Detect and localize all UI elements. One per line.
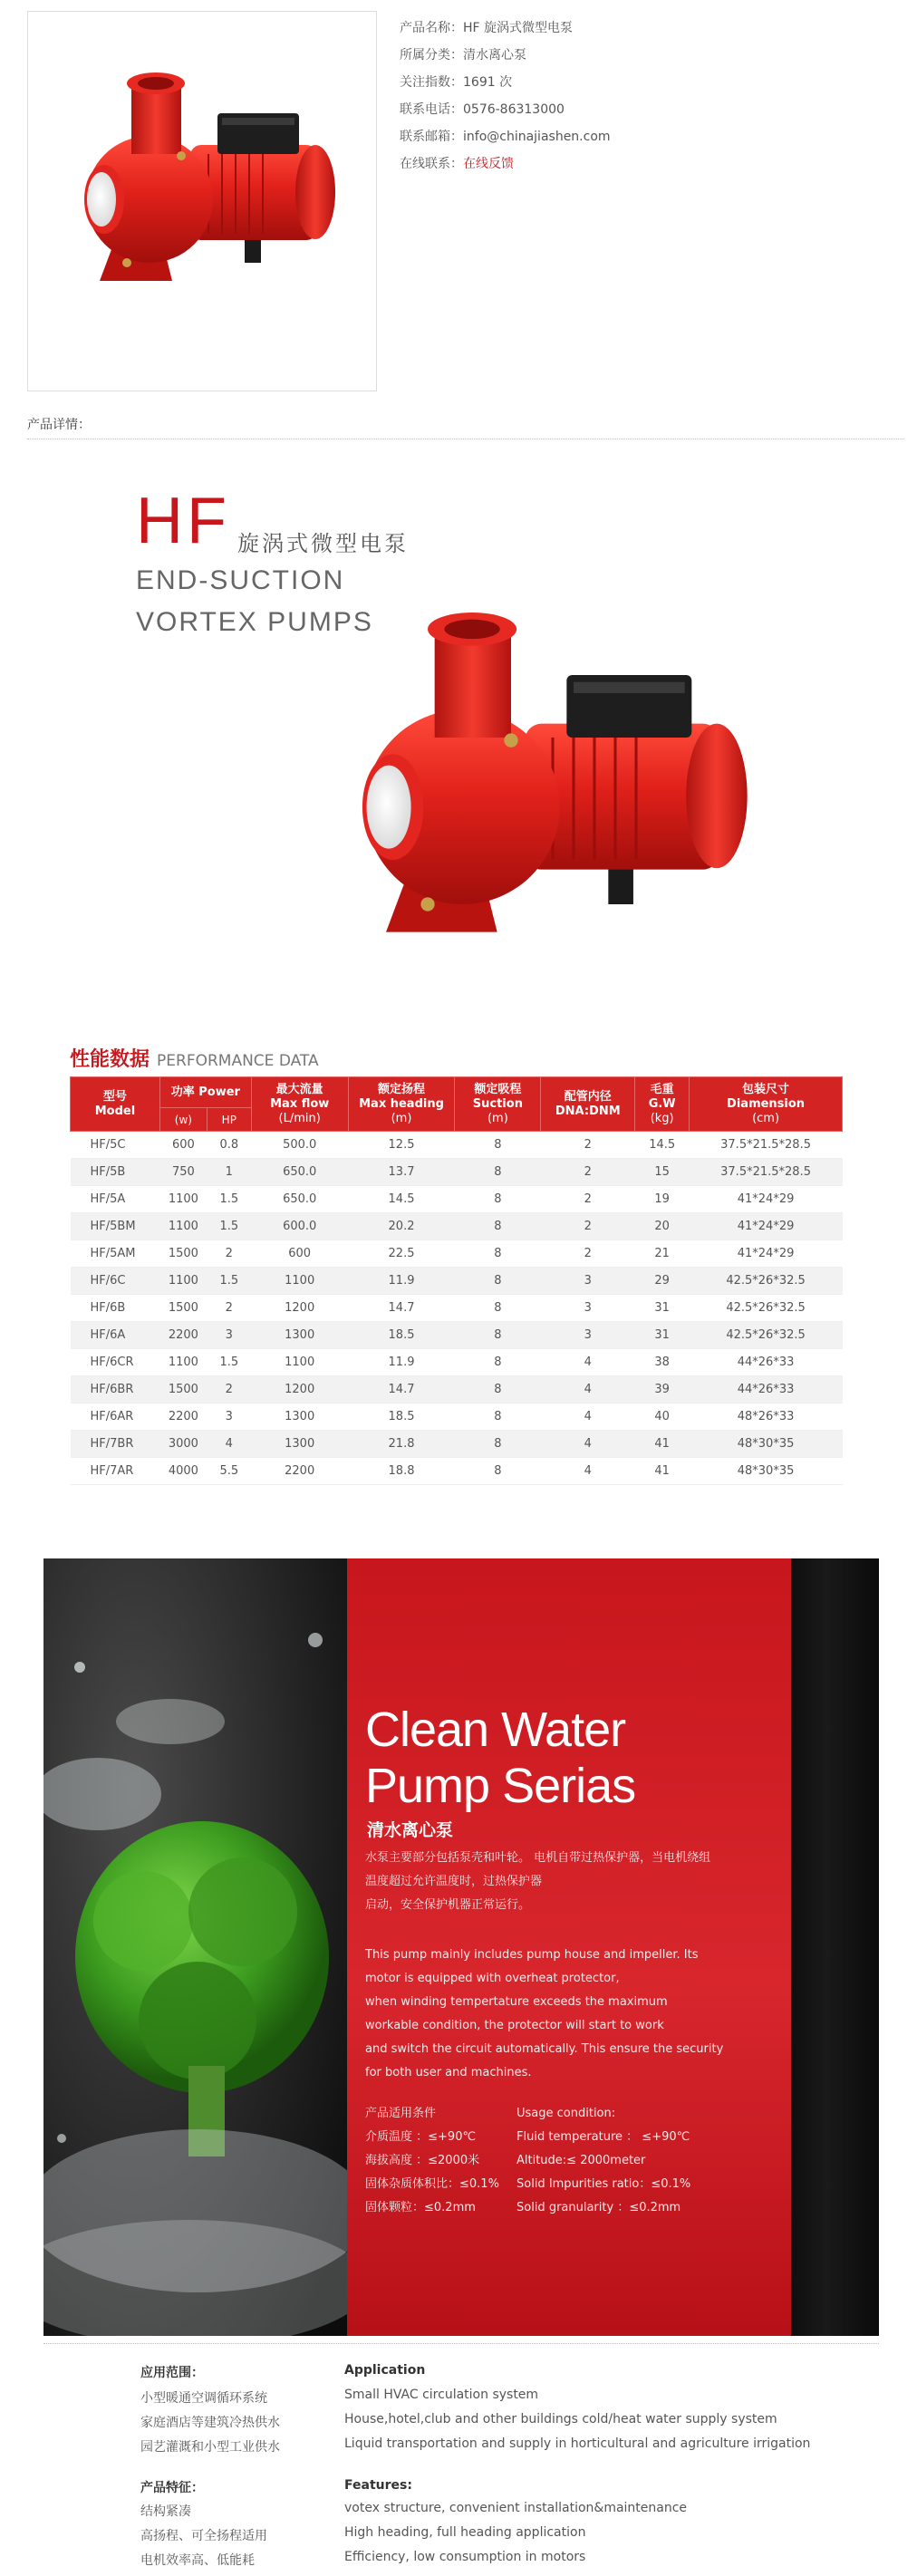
info-label: 关注指数： (400, 75, 463, 90)
application-cn (140, 2363, 280, 2460)
table-cell: 8 (455, 1404, 541, 1431)
col-head: 额定扬程 Max heading (m) (348, 1077, 455, 1132)
table-cell: 8 (455, 1240, 541, 1268)
table-cell: 31 (635, 1322, 690, 1349)
table-cell: 19 (635, 1186, 690, 1213)
table-cell: 2200 (159, 1322, 207, 1349)
features-cn-item: 结构紧凑 (140, 2504, 191, 2519)
table-cell: 8 (455, 1376, 541, 1404)
table-row (71, 1349, 843, 1376)
table-cell: 13.7 (348, 1159, 455, 1186)
col-suction: 额定吸程 Suction (m) (455, 1077, 541, 1132)
application-cn-item: 园艺灌溉和小型工业供水 (140, 2440, 280, 2455)
table-cell: 0.8 (207, 1132, 251, 1159)
table-cell: 44*26*33 (690, 1349, 843, 1376)
table-cell: 650.0 (251, 1186, 348, 1213)
col-flow: 最大流量 Max flow (L/min) (251, 1077, 348, 1132)
table-cell: HF/6AR (71, 1404, 160, 1431)
table-cell: 1.5 (207, 1349, 251, 1376)
table-cell: 44*26*33 (690, 1376, 843, 1404)
table-cell: 3 (541, 1322, 635, 1349)
info-label: 所属分类： (400, 48, 463, 63)
table-cell: 3 (541, 1268, 635, 1295)
table-cell: 1 (207, 1159, 251, 1186)
email-row (400, 123, 889, 150)
table-row (71, 1376, 843, 1404)
col-dimension: 包装尺寸 Diamension (cm) (690, 1077, 843, 1132)
table-cell: 3 (207, 1404, 251, 1431)
features-cn-item: 高扬程、可全扬程适用 (140, 2529, 267, 2543)
pump-image-thumbnail (72, 63, 344, 299)
performance-title (70, 1044, 319, 1072)
table-cell: 2200 (159, 1404, 207, 1431)
features-en-title: Features: (344, 2478, 412, 2493)
application-cn-item: 小型暖通空调循环系统 (140, 2391, 267, 2406)
table-cell: 20.2 (348, 1213, 455, 1240)
table-cell: 2 (207, 1240, 251, 1268)
table-cell: 3 (541, 1295, 635, 1322)
performance-table-body (71, 1132, 843, 1485)
table-cell: 8 (455, 1159, 541, 1186)
table-cell: 48*30*35 (690, 1458, 843, 1485)
clean-water-banner (43, 1558, 879, 2336)
banner-en-paragraph (365, 1944, 764, 2085)
features-en-item: Efficiency, low consumption in motors (344, 2550, 586, 2564)
table-cell: 2 (541, 1186, 635, 1213)
table-row (71, 1132, 843, 1159)
table-cell: 14.5 (348, 1186, 455, 1213)
product-name-row (400, 14, 889, 42)
table-cell: 14.7 (348, 1295, 455, 1322)
table-cell: 15 (635, 1159, 690, 1186)
table-cell: 41*24*29 (690, 1240, 843, 1268)
table-cell: 8 (455, 1268, 541, 1295)
info-label: 联系电话： (400, 102, 463, 117)
table-cell: 600.0 (251, 1213, 348, 1240)
table-row (71, 1213, 843, 1240)
features-cn (140, 2478, 267, 2573)
table-cell: 1100 (159, 1349, 207, 1376)
banner-cn-title: 清水离心泵 (367, 1820, 454, 1840)
application-en (344, 2363, 810, 2456)
en-para-line: for both user and machines. (365, 2066, 532, 2079)
features-cn-title: 产品特征： (140, 2481, 204, 2495)
table-cell: 39 (635, 1376, 690, 1404)
table-cell: 31 (635, 1295, 690, 1322)
application-cn-item: 家庭酒店等建筑冷热供水 (140, 2416, 280, 2430)
table-cell: 41*24*29 (690, 1186, 843, 1213)
table-row (71, 1240, 843, 1268)
col-weight: 毛重 G.W (kg) (635, 1077, 690, 1132)
product-details-label: 产品详情： (27, 418, 91, 432)
table-cell: 2 (207, 1295, 251, 1322)
table-cell: HF/5B (71, 1159, 160, 1186)
table-cell: 1.5 (207, 1186, 251, 1213)
table-cell: 42.5*26*32.5 (690, 1268, 843, 1295)
application-en-item: Small HVAC circulation system (344, 2388, 539, 2402)
en-para-line: when winding tempertature exceeds the maximum (365, 1995, 668, 2009)
feedback-link[interactable]: 在线反馈 (463, 157, 514, 171)
table-cell: 1300 (251, 1322, 348, 1349)
table-cell: 11.9 (348, 1349, 455, 1376)
banner-title-line1: Clean Water (365, 1703, 626, 1757)
table-cell: HF/6A (71, 1322, 160, 1349)
table-row (71, 1159, 843, 1186)
table-cell: 1100 (159, 1186, 207, 1213)
table-cell: 48*26*33 (690, 1404, 843, 1431)
table-cell: 18.5 (348, 1322, 455, 1349)
banner-title (365, 1702, 635, 1814)
table-cell: HF/5AM (71, 1240, 160, 1268)
table-cell: 4000 (159, 1458, 207, 1485)
table-cell: HF/5A (71, 1186, 160, 1213)
table-cell: 1500 (159, 1295, 207, 1322)
table-cell: 2200 (251, 1458, 348, 1485)
category-value: 清水离心泵 (463, 48, 526, 63)
en-para-line: This pump mainly includes pump house and impeller. Its (365, 1948, 699, 1962)
table-row (71, 1295, 843, 1322)
table-cell: 1300 (251, 1431, 348, 1458)
table-cell: 4 (541, 1404, 635, 1431)
cn-para-line: 启动，安全保护机器正常运行。 (365, 1898, 531, 1912)
table-cell: 8 (455, 1458, 541, 1485)
table-cell: 1500 (159, 1240, 207, 1268)
table-cell: 37.5*21.5*28.5 (690, 1132, 843, 1159)
table-cell: 41*24*29 (690, 1213, 843, 1240)
table-cell: 11.9 (348, 1268, 455, 1295)
views-value: 1691 次 (463, 75, 513, 90)
category-row (400, 42, 889, 69)
table-row (71, 1322, 843, 1349)
features-cn-item: 电机效率高、低能耗 (140, 2553, 255, 2568)
table-row (71, 1268, 843, 1295)
table-cell: 22.5 (348, 1240, 455, 1268)
condition-row: 产品适用条件 Usage condition: (365, 2107, 616, 2120)
table-row (71, 1431, 843, 1458)
table-cell: HF/6B (71, 1295, 160, 1322)
performance-title-en: PERFORMANCE DATA (157, 1052, 319, 1070)
phone-value: 0576-86313000 (463, 102, 565, 117)
table-cell: 18.5 (348, 1404, 455, 1431)
table-row (71, 1458, 843, 1485)
hero-en-line2: VORTEX PUMPS (136, 607, 373, 637)
table-cell: 1500 (159, 1376, 207, 1404)
table-cell: 14.7 (348, 1376, 455, 1404)
application-en-item: Liquid transportation and supply in horticultural and agriculture irrigation (344, 2436, 811, 2451)
col-model: 型号 Model (71, 1077, 160, 1132)
email-value: info@chinajiashen.com (463, 130, 611, 144)
table-cell: 5.5 (207, 1458, 251, 1485)
table-row (71, 1186, 843, 1213)
table-cell: HF/6C (71, 1268, 160, 1295)
broccoli-water-image (43, 1558, 347, 2336)
col-pipe: 配管内径 DNA:DNM (541, 1077, 635, 1132)
en-para-line: and switch the circuit automatically. This ensure the security (365, 2042, 724, 2056)
table-cell: 500.0 (251, 1132, 348, 1159)
table-cell: 29 (635, 1268, 690, 1295)
condition-row: 介质温度 ：≤+90℃ Fluid temperature ： ≤+90℃ (365, 2130, 690, 2144)
hero-cn-title: 旋涡式微型电泵 (237, 531, 409, 556)
table-cell: 4 (541, 1431, 635, 1458)
table-cell: 4 (541, 1349, 635, 1376)
table-cell: HF/7AR (71, 1458, 160, 1485)
table-cell: 1200 (251, 1295, 348, 1322)
hero-hf: HF (136, 485, 230, 557)
features-en-item: High heading, full heading application (344, 2525, 586, 2540)
table-cell: 2 (207, 1376, 251, 1404)
table-cell: 1100 (251, 1349, 348, 1376)
col-power-hp: HP (207, 1108, 251, 1132)
views-row (400, 69, 889, 96)
table-cell: HF/6BR (71, 1376, 160, 1404)
condition-row: 海拔高度 ：≤2000米 Altitude:≤ 2000meter (365, 2154, 646, 2167)
usage-conditions (365, 2102, 764, 2220)
table-cell: 1.5 (207, 1213, 251, 1240)
table-cell: 4 (541, 1458, 635, 1485)
table-cell: 650.0 (251, 1159, 348, 1186)
table-cell: HF/7BR (71, 1431, 160, 1458)
en-para-line: motor is equipped with overheat protector, (365, 1972, 620, 1985)
banner-title-line2: Pump Serias (365, 1759, 636, 1813)
table-cell: 20 (635, 1213, 690, 1240)
table-cell: 2 (541, 1240, 635, 1268)
table-cell: 1100 (159, 1213, 207, 1240)
performance-title-cn: 性能数据 (70, 1048, 150, 1071)
info-label: 在线联系： (400, 157, 463, 171)
table-cell: 8 (455, 1295, 541, 1322)
table-cell: 8 (455, 1186, 541, 1213)
table-cell: 3 (207, 1322, 251, 1349)
contact-row (400, 150, 889, 178)
table-cell: 48*30*35 (690, 1431, 843, 1458)
table-cell: 600 (251, 1240, 348, 1268)
col-power-w: (w) (159, 1108, 207, 1132)
performance-table (70, 1076, 843, 1485)
hero-en-title (136, 560, 373, 643)
table-cell: 8 (455, 1132, 541, 1159)
table-cell: 2 (541, 1213, 635, 1240)
table-cell: HF/6CR (71, 1349, 160, 1376)
table-cell: 2 (541, 1132, 635, 1159)
table-cell: 1100 (159, 1268, 207, 1295)
table-cell: 21 (635, 1240, 690, 1268)
table-cell: 4 (207, 1431, 251, 1458)
en-para-line: workable condition, the protector will start to work (365, 2019, 664, 2032)
product-name-value: HF 旋涡式微型电泵 (463, 21, 574, 35)
table-cell: HF/5C (71, 1132, 160, 1159)
features-en (344, 2478, 687, 2570)
condition-row: 固体颗粒：≤0.2mm Solid granularity ：≤0.2mm (365, 2201, 681, 2214)
table-cell: 2 (541, 1159, 635, 1186)
pump-image-large (344, 598, 761, 960)
table-cell: 21.8 (348, 1431, 455, 1458)
application-cn-title: 应用范围： (140, 2366, 204, 2380)
cn-para-line: 水泵主要部分包括泵壳和叶轮。 电机自带过热保护器，当电机绕组 (365, 1851, 711, 1865)
phone-row (400, 96, 889, 123)
table-cell: 14.5 (635, 1132, 690, 1159)
table-cell: 1.5 (207, 1268, 251, 1295)
table-cell: 3000 (159, 1431, 207, 1458)
table-cell: 38 (635, 1349, 690, 1376)
table-cell: 600 (159, 1132, 207, 1159)
table-cell: 41 (635, 1431, 690, 1458)
table-cell: 37.5*21.5*28.5 (690, 1159, 843, 1186)
table-cell: 750 (159, 1159, 207, 1186)
table-cell: 41 (635, 1458, 690, 1485)
table-cell: 8 (455, 1349, 541, 1376)
banner-cn-paragraph (365, 1847, 764, 1917)
divider (43, 2343, 879, 2344)
application-en-item: House,hotel,club and other buildings cold/heat water supply system (344, 2412, 777, 2426)
table-cell: 1200 (251, 1376, 348, 1404)
table-cell: 42.5*26*32.5 (690, 1322, 843, 1349)
cn-para-line: 温度超过允许温度时，过热保护器 (365, 1875, 543, 1888)
col-power: 功率 Power (159, 1077, 251, 1108)
info-label: 产品名称： (400, 21, 463, 35)
condition-row: 固体杂质体积比：≤0.1% Solid Impurities ratio：≤0.1% (365, 2177, 691, 2191)
features-en-item: votex structure, convenient installation&maintenance (344, 2501, 688, 2515)
hero-en-line1: END-SUCTION (136, 565, 345, 595)
table-cell: HF/5BM (71, 1213, 160, 1240)
table-cell: 8 (455, 1213, 541, 1240)
info-label: 联系邮箱： (400, 130, 463, 144)
table-cell: 12.5 (348, 1132, 455, 1159)
application-en-title: Application (344, 2363, 426, 2378)
dark-water-strip (791, 1558, 879, 2336)
product-info (400, 14, 889, 178)
table-cell: 8 (455, 1431, 541, 1458)
table-cell: 1300 (251, 1404, 348, 1431)
table-cell: 4 (541, 1376, 635, 1404)
table-cell: 42.5*26*32.5 (690, 1295, 843, 1322)
table-row (71, 1404, 843, 1431)
table-cell: 18.8 (348, 1458, 455, 1485)
table-cell: 40 (635, 1404, 690, 1431)
table-cell: 8 (455, 1322, 541, 1349)
table-cell: 1100 (251, 1268, 348, 1295)
